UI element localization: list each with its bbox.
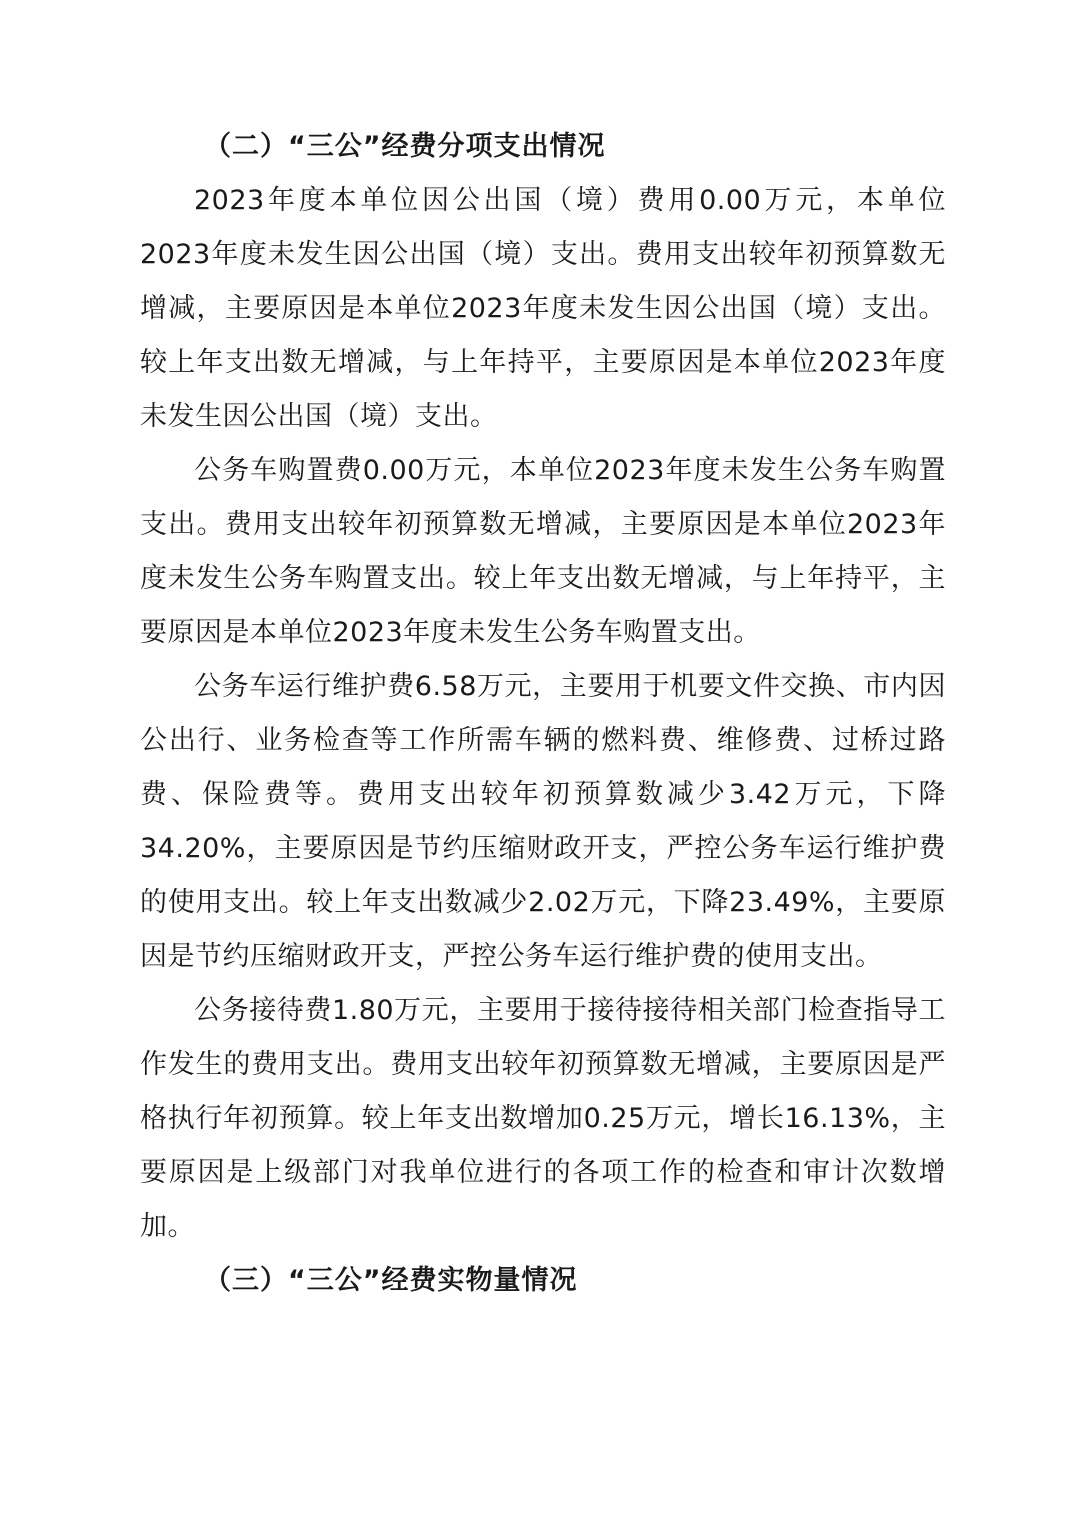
document-body (140, 120, 946, 1308)
paragraph-overseas-travel: 2023年度本单位因公出国（境）费用0.00万元，本单位2023年度未发生因公出国（境）支出。费用支出较年初预算数无增减，主要原因是本单位2023年度未发生因公出国（境）支出。较上年支出数无增减，与上年持平，主要原因是本单位2023年度未发生因公出国（境）支出。 (140, 185, 946, 432)
paragraph-vehicle-purchase: 公务车购置费0.00万元，本单位2023年度未发生公务车购置支出。费用支出较年初预算数无增减，主要原因是本单位2023年度未发生公务车购置支出。较上年支出数无增减，与上年持平，主要原因是本单位2023年度未发生公务车购置支出。 (140, 455, 946, 648)
section-heading-expenditure-breakdown: （二）“三公”经费分项支出情况 (204, 131, 606, 162)
section-heading-physical-quantity: （三）“三公”经费实物量情况 (204, 1265, 578, 1296)
paragraph-official-reception: 公务接待费1.80万元，主要用于接待接待相关部门检查指导工作发生的费用支出。费用支出较年初预算数无增减，主要原因是严格执行年初预算。较上年支出数增加0.25万元，增长16.13%，主要原因是上级部门对我单位进行的各项工作的检查和审计次数增加。 (140, 995, 946, 1242)
paragraph-vehicle-maintenance: 公务车运行维护费6.58万元，主要用于机要文件交换、市内因公出行、业务检查等工作所需车辆的燃料费、维修费、过桥过路费、保险费等。费用支出较年初预算数减少3.42万元，下降34.20%，主要原因是节约压缩财政开支，严控公务车运行维护费的使用支出。较上年支出数减少2.02万元，下降23.49%，主要原因是节约压缩财政开支，严控公务车运行维护费的使用支出。 (140, 671, 946, 972)
